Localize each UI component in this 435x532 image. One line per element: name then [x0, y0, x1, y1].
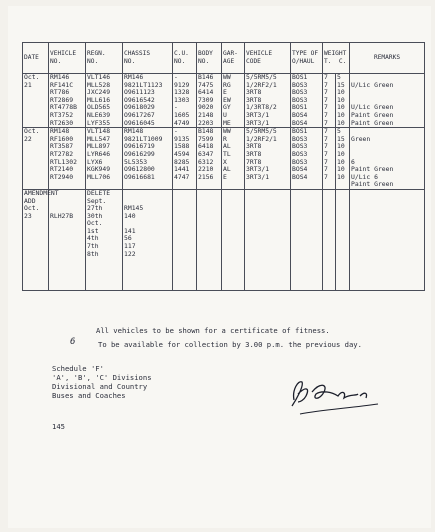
amendment-date: AMENDMENT ADD Oct. 23 — [23, 189, 49, 290]
header-chassis: CHASSIS NO. — [123, 43, 173, 74]
header-garage: GAR- AGE — [222, 43, 245, 74]
cell-type: BOS1 BOS3 BOS3 BOS3 BOS1 BOS4 BOS4 — [291, 74, 323, 128]
cell-code: 5/5RM5/5 1/2RF2/1 3RT8 3RT8 7RT8 3RT3/1 3RT3/1 — [245, 128, 291, 190]
cell-weight-t: 7 7 7 7 7 7 7 — [323, 74, 336, 128]
cell-weight-c: 5 15 10 10 10 10 10 — [336, 128, 350, 190]
page-number: 145 — [52, 422, 65, 431]
cell-date: Oct. 22 — [23, 128, 49, 190]
cell-cu: - 9129 1328 1303 - 1605 4749 — [173, 74, 197, 128]
table-row — [23, 128, 425, 190]
header-cu: C.U. NO. — [173, 43, 197, 74]
cell-body: B148 7599 6418 6347 6312 2210 2156 — [197, 128, 222, 190]
document-sheet — [8, 6, 431, 528]
cell-body: B146 7475 6414 7309 9020 2148 2203 — [197, 74, 222, 128]
cell-weight-c: 5 15 10 10 10 10 10 — [336, 74, 350, 128]
cell-regn: VLT146 MLL528 JXC249 MLL616 OLD565 NLE639 LYF355 — [86, 74, 123, 128]
header-type: TYPE OF O/HAUL — [291, 43, 323, 74]
signature-icon — [280, 370, 390, 420]
header-remarks: REMARKS — [350, 43, 425, 74]
amendment-delete-dates: DELETE Sept. 27th 30th Oct. 1st 4th 7th 8th — [86, 189, 123, 290]
header-weight: WEIGHT T. C. — [323, 43, 350, 74]
fitness-note: All vehicles to be shown for a certificate of fitness. — [96, 326, 330, 335]
amendment-row — [23, 189, 425, 290]
table-header-row — [23, 43, 425, 74]
cell-date: Oct. 21 — [23, 74, 49, 128]
vehicle-table — [22, 42, 425, 291]
cell-regn: VLT148 MLL547 MLL897 LYR646 LYX6 KGK949 MLL706 — [86, 128, 123, 190]
cell-chassis: RM146 9821LT1123 O9611123 O9616542 O9618029 O9617267 O9616045 — [123, 74, 173, 128]
cell-remarks: U/Lic Green U/Lic Green Paint Green Paint Green — [350, 74, 425, 128]
cell-cu: - 9135 1588 4594 8285 1441 4747 — [173, 128, 197, 190]
amendment-delete-vehicles: RM145 140 141 56 117 122 — [123, 189, 173, 290]
table-row — [23, 74, 425, 128]
header-vehicle: VEHICLE NO. — [49, 43, 86, 74]
cell-code: 5/5RM5/5 1/2RF2/1 3RT8 3RT8 1/3RT8/2 3RT3/1 3RT3/1 — [245, 74, 291, 128]
header-body: BODY NO. — [197, 43, 222, 74]
cell-vehicle: RM148 RF1600 RT3587 RT2782 RTL1302 RT2140 RT2940 — [49, 128, 86, 190]
header-date: DATE — [23, 43, 49, 74]
collection-note: To be available for collection by 3.00 p.m. the previous day. — [98, 340, 362, 349]
cell-type: BOS1 BOS3 BOS3 BOS3 BOS3 BOS4 BOS4 — [291, 128, 323, 190]
cell-vehicle: RM146 RF141C RT786 RT2869 RT4778B RT3752 RT2630 — [49, 74, 86, 128]
cell-weight-t: 7 7 7 7 7 7 7 — [323, 128, 336, 190]
cell-garage: WW RG E EW GY U ME — [222, 74, 245, 128]
schedule-block: Schedule 'F' 'A', 'B', 'C' Divisions Divisional and Country Buses and Coaches — [52, 364, 152, 400]
cell-remarks: Green 6 Paint Green U/Lic 6 Paint Green — [350, 128, 425, 190]
cell-garage: WW R AL TL X AL E — [222, 128, 245, 190]
header-regn: REGN. NO. — [86, 43, 123, 74]
header-code: VEHICLE CODE — [245, 43, 291, 74]
handwritten-mark: 6 — [70, 337, 76, 347]
amendment-vehicle: RLH27B — [49, 189, 86, 290]
cell-chassis: RM148 9821LT1009 O9616719 O9616299 5L5353 O9612800 O9616681 — [123, 128, 173, 190]
